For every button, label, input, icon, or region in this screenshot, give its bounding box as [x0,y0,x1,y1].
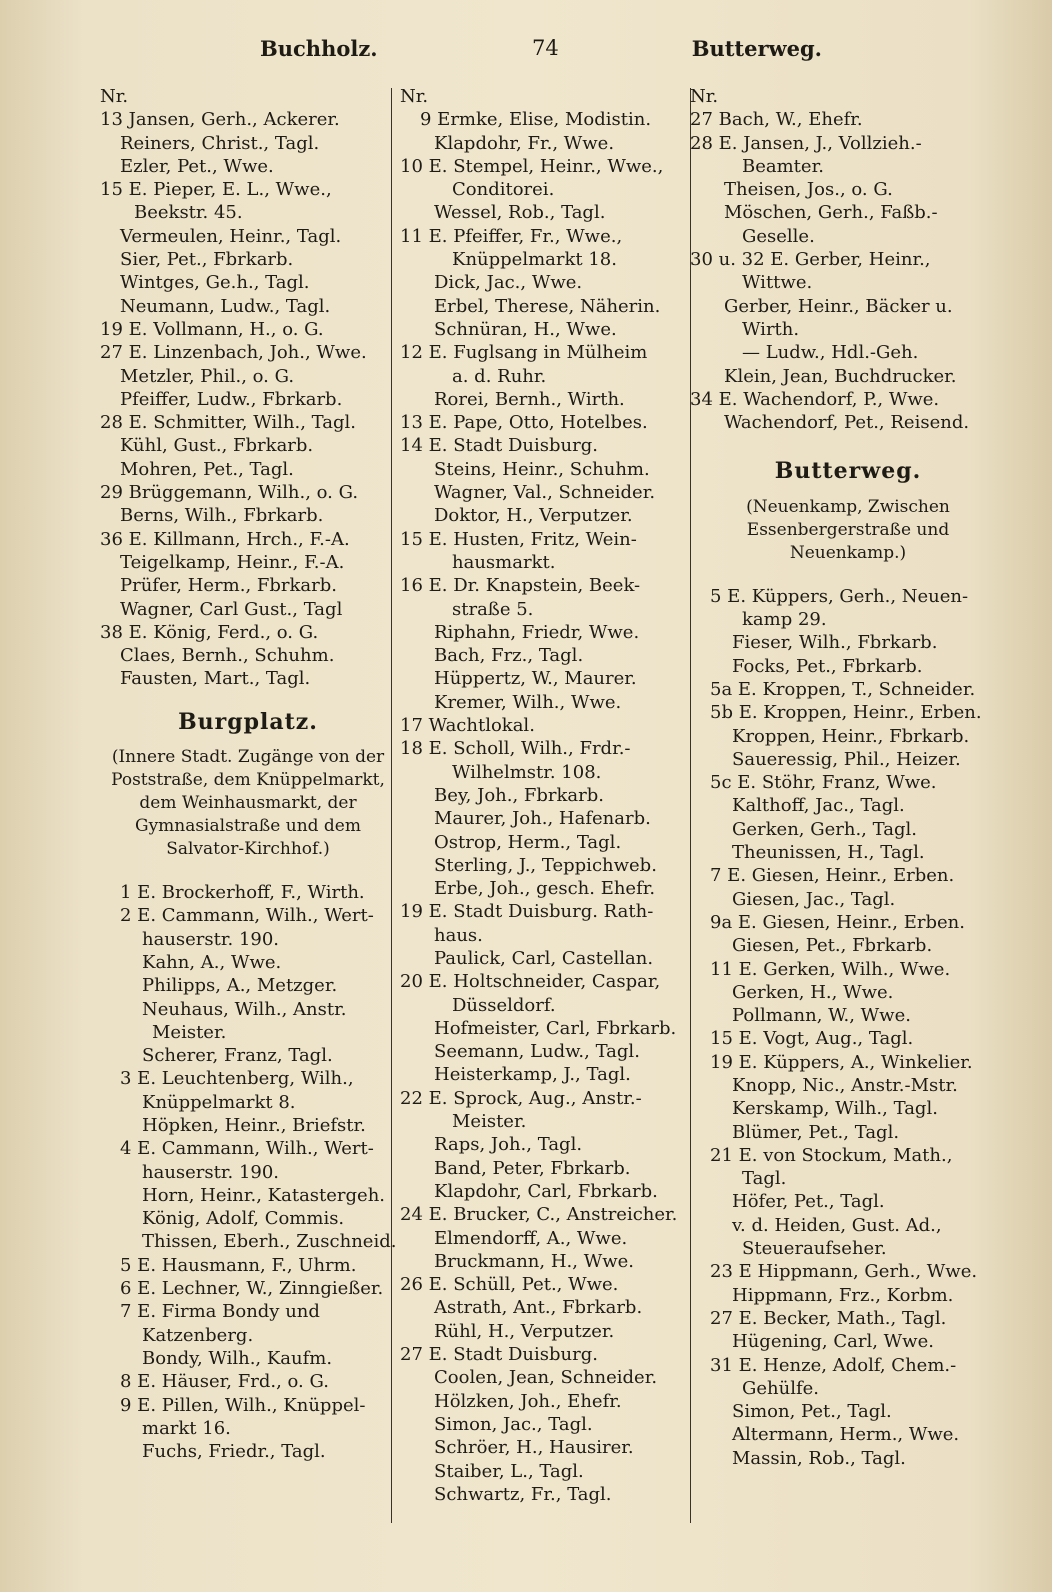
directory-entry: Beekstr. 45. [134,202,243,224]
directory-entry: Altermann, Herm., Wwe. [732,1424,960,1446]
directory-entry: Saueressig, Phil., Heizer. [732,748,961,770]
directory-entry: Wessel, Rob., Tagl. [434,202,606,224]
directory-entry: 24 E. Brucker, C., Anstreicher. [400,1204,678,1226]
burgplatz-entries [100,881,396,1463]
directory-entry: Theunissen, H., Tagl. [732,842,925,864]
directory-entry: Knopp, Nic., Anstr.-Mstr. [732,1074,958,1096]
directory-entry: Theisen, Jos., o. G. [724,179,893,201]
directory-entry: Kahn, A., Wwe. [142,951,282,973]
section-note-burgplatz: (Innere Stadt. Zugänge von der Poststraße, dem Knüppelmarkt, dem Weinhausmarkt, der Gymnasialstraße und dem Salvator-Kirchhof.) [111,747,385,860]
directory-entry: 5a E. Kroppen, T., Schneider. [710,678,976,700]
directory-entry: Nr. [400,86,429,107]
directory-entry: Vermeulen, Heinr., Tagl. [120,225,342,247]
directory-entry: Claes, Bernh., Schuhm. [120,645,335,667]
column-1 [100,85,396,1463]
directory-entry: 9a E. Giesen, Heinr., Erben. [710,911,965,933]
directory-entry: 38 E. König, Ferd., o. G. [100,621,319,643]
directory-entry: 5 E. Hausmann, F., Uhrm. [120,1254,357,1276]
directory-entry: 7 E. Firma Bondy und [120,1301,320,1323]
directory-entry: 5b E. Kroppen, Heinr., Erben. [710,702,982,724]
directory-entry: Düsseldorf. [452,994,556,1016]
directory-entry: Wintges, Ge.h., Tagl. [120,272,310,294]
directory-entry: Knüppelmarkt 18. [452,249,617,271]
directory-entry: Gerken, H., Wwe. [732,981,894,1003]
directory-entry: Bruckmann, H., Wwe. [434,1250,634,1272]
directory-entry: 27 E. Stadt Duisburg. [400,1344,598,1366]
buchholz-entries [100,85,396,691]
directory-entry: Elmendorff, A., Wwe. [434,1227,628,1249]
section-note-butterweg: (Neuenkamp, Zwischen Essenbergerstraße und Neuenkamp.) [746,496,950,563]
directory-entry: 27 E. Linzenbach, Joh., Wwe. [100,342,367,364]
directory-entry: 27 E. Becker, Math., Tagl. [710,1307,947,1329]
directory-entry: Erbe, Joh., gesch. Ehefr. [434,878,656,900]
directory-entry: Metzler, Phil., o. G. [120,365,295,387]
directory-entry: Sterling, J., Teppichweb. [434,854,657,876]
directory-entry: 28 E. Schmitter, Wilh., Tagl. [100,412,357,434]
directory-entry: Hofmeister, Carl, Fbrkarb. [434,1017,677,1039]
directory-entry: 13 E. Pape, Otto, Hotelbes. [400,412,648,434]
butterweg-entries [690,585,1006,1470]
directory-entry: Coolen, Jean, Schneider. [434,1367,658,1389]
section-title-butterweg: Butterweg. [774,458,922,485]
burgplatz-entries-end [690,85,1006,434]
directory-entry: Knüppelmarkt 8. [142,1091,296,1113]
directory-entry: haus. [434,924,483,946]
directory-entry: 9 Ermke, Elise, Modistin. [420,109,652,131]
directory-entry: Neumann, Ludw., Tagl. [120,295,331,317]
directory-entry: kamp 29. [742,609,827,631]
directory-entry: Neuhaus, Wilh., Anstr. [142,998,347,1020]
directory-entry: 8 E. Häuser, Frd., o. G. [120,1371,329,1393]
directory-entry: v. d. Heiden, Gust. Ad., [732,1214,942,1236]
directory-entry: 15 E. Vogt, Aug., Tagl. [710,1028,914,1050]
directory-entry: 3 E. Leuchtenberg, Wilh., [120,1068,354,1090]
header-right: Butterweg. [691,36,822,61]
directory-entry: Ostrop, Herm., Tagl. [434,831,622,853]
page-header [60,36,1012,72]
directory-entry: Steueraufseher. [742,1238,887,1260]
directory-entry: Philipps, A., Metzger. [142,975,338,997]
page-number: 74 [532,36,559,60]
directory-entry: Tagl. [742,1168,787,1190]
directory-entry: Fieser, Wilh., Fbrkarb. [732,632,938,654]
directory-entry: straße 5. [452,598,534,620]
directory-entry: Astrath, Ant., Fbrkarb. [434,1297,643,1319]
directory-entry: hauserstr. 190. [142,928,280,950]
directory-entry: Meister. [152,1021,227,1043]
section-title-burgplatz: Burgplatz. [178,708,318,735]
directory-entry: 30 u. 32 E. Gerber, Heinr., [690,249,931,271]
directory-entry: 18 E. Scholl, Wilh., Frdr.- [400,738,631,760]
directory-entry: 7 E. Giesen, Heinr., Erben. [710,865,955,887]
directory-entry: Giesen, Pet., Fbrkarb. [732,935,933,957]
directory-entry: Fuchs, Friedr., Tagl. [142,1441,326,1463]
directory-entry: Meister. [452,1111,527,1133]
directory-entry: Thissen, Eberh., Zuschneid. [142,1231,396,1253]
directory-entry: 27 Bach, W., Ehefr. [690,109,863,131]
directory-entry: Teigelkamp, Heinr., F.-A. [120,551,345,573]
directory-entry: Massin, Rob., Tagl. [732,1447,906,1469]
directory-entry: 12 E. Fuglsang in Mülheim [400,342,648,364]
directory-entry: Klapdohr, Fr., Wwe. [434,132,615,154]
directory-entry: Hölzken, Joh., Ehefr. [434,1390,622,1412]
directory-entry: 13 Jansen, Gerh., Ackerer. [100,109,340,131]
directory-entry: 15 E. Husten, Fritz, Wein- [400,528,637,550]
directory-entry: Prüfer, Herm., Fbrkarb. [120,575,337,597]
directory-entry: Klein, Jean, Buchdrucker. [724,365,957,387]
directory-entry: Raps, Joh., Tagl. [434,1134,583,1156]
directory-entry: 5c E. Stöhr, Franz, Wwe. [710,772,937,794]
directory-entry: Scherer, Franz, Tagl. [142,1045,333,1067]
directory-entry: Kremer, Wilh., Wwe. [434,691,622,713]
directory-entry: Ezler, Pet., Wwe. [120,155,274,177]
directory-entry: Riphahn, Friedr, Wwe. [434,621,640,643]
directory-entry: 19 E. Stadt Duisburg. Rath- [400,901,654,923]
directory-entry: 19 E. Vollmann, H., o. G. [100,318,324,340]
directory-entry: 15 E. Pieper, E. L., Wwe., [100,179,332,201]
directory-entry: Hüppertz, W., Maurer. [434,668,637,690]
directory-entry: Reiners, Christ., Tagl. [120,132,320,154]
directory-entry: Fausten, Mart., Tagl. [120,668,311,690]
directory-entry: 22 E. Sprock, Aug., Anstr.- [400,1087,642,1109]
column-2 [400,85,696,1506]
directory-entry: Giesen, Jac., Tagl. [732,888,896,910]
directory-entry: 29 Brüggemann, Wilh., o. G. [100,482,359,504]
directory-entry: 16 E. Dr. Knapstein, Beek- [400,575,641,597]
directory-entry: Heisterkamp, J., Tagl. [434,1064,631,1086]
directory-entry: Kühl, Gust., Fbrkarb. [120,435,314,457]
directory-entry: Schnüran, H., Wwe. [434,318,617,340]
directory-entry: Schwartz, Fr., Tagl. [434,1483,612,1505]
directory-entry: Gerber, Heinr., Bäcker u. [724,295,953,317]
burgplatz-entries-continued [400,85,696,1506]
directory-entry: 5 E. Küppers, Gerh., Neuen- [710,585,969,607]
directory-entry: Wittwe. [742,272,813,294]
directory-entry: 26 E. Schüll, Pet., Wwe. [400,1274,619,1296]
directory-entry: Klapdohr, Carl, Fbrkarb. [434,1180,658,1202]
directory-entry: hausmarkt. [452,551,556,573]
directory-entry: Maurer, Joh., Hafenarb. [434,808,651,830]
directory-entry: Seemann, Ludw., Tagl. [434,1041,640,1063]
directory-entry: Wirth. [742,318,800,340]
directory-entry: Mohren, Pet., Tagl. [120,458,294,480]
directory-entry: 9 E. Pillen, Wilh., Knüppel- [120,1394,366,1416]
directory-entry: Berns, Wilh., Fbrkarb. [120,505,324,527]
directory-entry: Rorei, Bernh., Wirth. [434,388,625,410]
directory-entry: Simon, Jac., Tagl. [434,1413,593,1435]
directory-entry: Sier, Pet., Fbrkarb. [120,249,294,271]
directory-entry: Doktor, H., Verputzer. [434,505,633,527]
directory-entry: Kroppen, Heinr., Fbrkarb. [732,725,970,747]
directory-entry: 34 E. Wachendorf, P., Wwe. [690,388,940,410]
directory-entry: Katzenberg. [142,1324,254,1346]
directory-entry: Dick, Jac., Wwe. [434,272,583,294]
directory-entry: 14 E. Stadt Duisburg. [400,435,598,457]
column-3 [690,85,1006,1470]
directory-entry: Band, Peter, Fbrkarb. [434,1157,631,1179]
directory-entry: Pfeiffer, Ludw., Fbrkarb. [120,388,343,410]
directory-entry: Nr. [690,86,719,107]
directory-entry: Kerskamp, Wilh., Tagl. [732,1098,938,1120]
directory-entry: a. d. Ruhr. [452,365,547,387]
directory-entry: 10 E. Stempel, Heinr., Wwe., [400,155,664,177]
directory-entry: 11 E. Pfeiffer, Fr., Wwe., [400,225,623,247]
directory-entry: 21 E. von Stockum, Math., [710,1144,953,1166]
directory-entry: Höfer, Pet., Tagl. [732,1191,885,1213]
directory-entry: 19 E. Küppers, A., Winkelier. [710,1051,973,1073]
directory-entry: Horn, Heinr., Katastergeh. [142,1184,386,1206]
directory-entry: Staiber, L., Tagl. [434,1460,584,1482]
directory-entry: Schröer, H., Hausirer. [434,1437,634,1459]
directory-entry: Kalthoff, Jac., Tagl. [732,795,905,817]
directory-entry: Wachendorf, Pet., Reisend. [724,412,970,434]
directory-entry: Geselle. [742,225,815,247]
directory-entry: 11 E. Gerken, Wilh., Wwe. [710,958,951,980]
directory-entry: Conditorei. [452,179,555,201]
directory-entry: Blümer, Pet., Tagl. [732,1121,900,1143]
directory-entry: Paulick, Carl, Castellan. [434,947,654,969]
directory-entry: Bey, Joh., Fbrkarb. [434,784,605,806]
directory-entry: 1 E. Brockerhoff, F., Wirth. [120,882,365,904]
directory-entry: Rühl, H., Verputzer. [434,1320,615,1342]
directory-entry: 20 E. Holtschneider, Caspar, [400,971,661,993]
directory-entry: Beamter. [742,155,824,177]
directory-entry: Gerken, Gerh., Tagl. [732,818,917,840]
directory-entry: — Ludw., Hdl.-Geh. [742,342,919,364]
directory-entry: 2 E. Cammann, Wilh., Wert- [120,905,374,927]
directory-entry: Pollmann, W., Wwe. [732,1005,911,1027]
directory-entry: Höpken, Heinr., Briefstr. [142,1114,366,1136]
directory-entry: Möschen, Gerh., Faßb.- [724,202,938,224]
directory-entry: König, Adolf, Commis. [142,1208,345,1230]
directory-entry: 6 E. Lechner, W., Zinngießer. [120,1278,384,1300]
directory-entry: Steins, Heinr., Schuhm. [434,458,650,480]
directory-entry: Erbel, Therese, Näherin. [434,295,661,317]
directory-entry: 31 E. Henze, Adolf, Chem.- [710,1354,957,1376]
directory-entry: hauserstr. 190. [142,1161,280,1183]
directory-entry: markt 16. [142,1417,231,1439]
header-left: Buchholz. [260,36,378,61]
directory-entry: Nr. [100,86,129,107]
directory-entry: Hippmann, Frz., Korbm. [732,1284,954,1306]
directory-entry: Hügening, Carl, Wwe. [732,1331,934,1353]
directory-entry: 4 E. Cammann, Wilh., Wert- [120,1138,374,1160]
directory-entry: Focks, Pet., Fbrkarb. [732,655,923,677]
directory-entry: Bach, Frz., Tagl. [434,645,584,667]
directory-entry: Simon, Pet., Tagl. [732,1401,892,1423]
directory-entry: Wagner, Carl Gust., Tagl [120,598,343,620]
directory-entry: 36 E. Killmann, Hrch., F.-A. [100,528,350,550]
directory-entry: Gehülfe. [742,1377,820,1399]
directory-entry: 23 E Hippmann, Gerh., Wwe. [710,1261,978,1283]
directory-entry: Bondy, Wilh., Kaufm. [142,1347,333,1369]
directory-entry: Wagner, Val., Schneider. [434,482,656,504]
directory-entry: 17 Wachtlokal. [400,715,535,737]
directory-entry: Wilhelmstr. 108. [452,761,602,783]
directory-entry: 28 E. Jansen, J., Vollzieh.- [690,132,922,154]
